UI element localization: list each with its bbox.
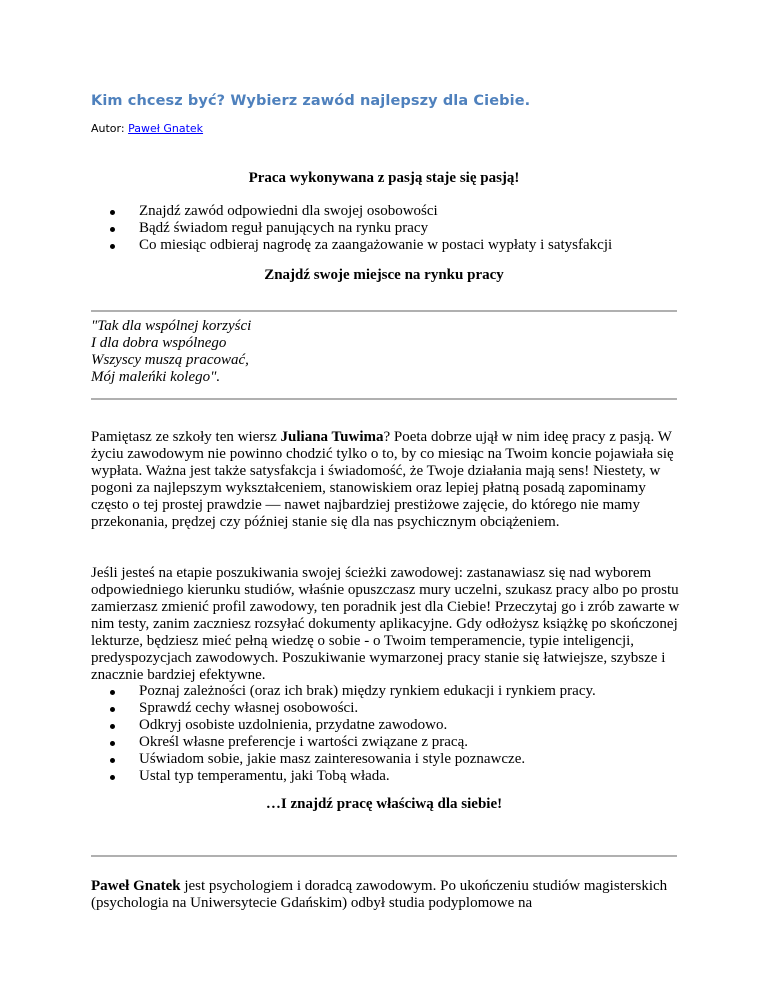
paragraph-text: ? Poeta dobrze ujął w nim ideę pracy z pasją. W życiu zawodowym nie powinno chodzić tylko o to, by co miesiąc na Twoim koncie pojawiała się wypłata. Ważna jest także satysfakcja i świadomość, że Twoje działania mają sens! Niestety, w pogoni za najlepszym wykształceniem, stanowiskiem oraz lepiej płatną posadą zapominamy często o tej prostej prawdzie — nawet najbardziej prestiżowe zajęcie, do którego nie mamy przekonania, prędzej czy później stanie się dla nas psychicznym obciążeniem.	[91, 429, 674, 530]
bullet-list-2	[91, 683, 596, 785]
list-item: Bądź świadom reguł panujących na rynku pracy	[91, 220, 612, 237]
divider	[91, 855, 677, 857]
poem-line: Mój maleńki kolego".	[91, 369, 221, 385]
author-bio	[91, 878, 681, 912]
author-line	[91, 122, 203, 135]
divider	[91, 310, 677, 312]
poet-name: Juliana Tuwima	[280, 429, 384, 445]
list-item: Określ własne preferencje i wartości związane z pracą.	[91, 734, 596, 751]
list-item: Ustal typ temperamentu, jaki Tobą włada.	[91, 768, 596, 785]
paragraph-guide: Jeśli jesteś na etapie poszukiwania swojej ścieżki zawodowej: zastanawiasz się nad wyborem odpowiedniego kierunku studiów, właśnie opuszczasz mury uczelni, szukasz pracy albo po prostu zamierzasz zmienić profil zawodowy, ten poradnik jest dla Ciebie! Przeczytaj go i zrób zawarte w nim testy, zanim zaczniesz rozsyłać dokumenty aplikacyjne. Gdy odłożysz książkę po skończonej lekturze, będziesz mieć pełną wiedzę o sobie - o Twoim temperamencie, typie inteligencji, predyspozycjach zawodowych. Poszukiwanie wymarzonej pracy stanie się łatwiejsze, szybsze i znacznie bardziej efektywne.	[91, 565, 680, 683]
heading-passion: Praca wykonywana z pasją staje się pasją!	[248, 170, 520, 186]
bio-text: jest psychologiem i doradcą zawodowym. Po ukończeniu studiów magisterskich (psychologia na Uniwersytecie Gdańskim) odbył studia podyplomowe na	[91, 878, 668, 911]
list-item: Co miesiąc odbieraj nagrodę za zaangażowanie w postaci wypłaty i satysfakcji	[91, 237, 612, 254]
list-item: Sprawdź cechy własnej osobowości.	[91, 700, 596, 717]
paragraph-text: Pamiętasz ze szkoły ten wiersz	[91, 429, 281, 445]
heading-market: Znajdź swoje miejsce na rynku pracy	[264, 267, 504, 283]
list-item: Odkryj osobiste uzdolnienia, przydatne zawodowo.	[91, 717, 596, 734]
divider	[91, 398, 677, 400]
author-label: Autor:	[91, 122, 129, 135]
paragraph-tuwim	[91, 429, 681, 531]
list-item: Znajdź zawód odpowiedni dla swojej osobowości	[91, 203, 612, 220]
poem-line: Wszyscy muszą pracować,	[91, 352, 249, 368]
list-item: Uświadom sobie, jakie masz zainteresowania i style poznawcze.	[91, 751, 596, 768]
bullet-list-1	[91, 203, 612, 254]
author-link[interactable]: Paweł Gnatek	[128, 122, 204, 135]
heading-find-job: …I znajdź pracę właściwą dla siebie!	[265, 796, 503, 812]
poem-line: "Tak dla wspólnej korzyści	[91, 318, 252, 334]
poem-quote	[91, 318, 251, 386]
bio-author-name: Paweł Gnatek	[91, 878, 181, 894]
document-title: Kim chcesz być? Wybierz zawód najlepszy dla Ciebie.	[91, 93, 531, 109]
list-item: Poznaj zależności (oraz ich brak) między rynkiem edukacji i rynkiem pracy.	[91, 683, 596, 700]
poem-line: I dla dobra wspólnego	[91, 335, 227, 351]
